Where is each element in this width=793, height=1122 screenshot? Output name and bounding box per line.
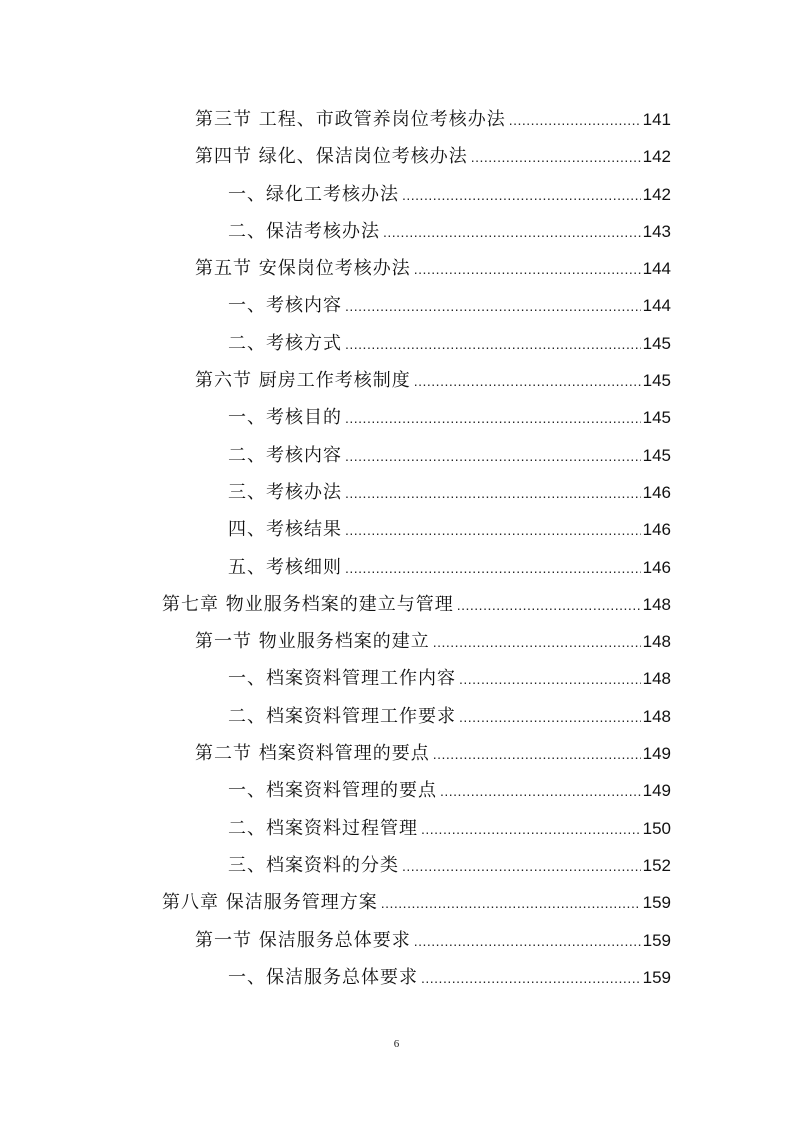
toc-entry[interactable] xyxy=(0,101,793,138)
toc-entry-page: 142 xyxy=(642,184,671,204)
page-number: 6 xyxy=(393,1038,400,1050)
toc-entry[interactable] xyxy=(0,847,793,884)
dot-leader xyxy=(345,438,641,475)
toc-entry-page: 146 xyxy=(642,520,671,540)
toc-entry-title: 一、保洁服务总体要求 xyxy=(228,966,418,988)
toc-entry-title: 二、档案资料过程管理 xyxy=(228,817,418,839)
dot-leader xyxy=(402,848,641,885)
toc-entry[interactable] xyxy=(0,287,793,324)
toc-entry-title: 第六节 厨房工作考核制度 xyxy=(195,370,411,392)
dot-leader xyxy=(440,773,641,810)
dot-leader xyxy=(345,400,641,437)
toc-entry[interactable] xyxy=(0,810,793,847)
toc-entry-title: 二、考核方式 xyxy=(228,332,342,354)
dot-leader xyxy=(457,587,641,624)
toc-entry-title: 一、档案资料管理的要点 xyxy=(228,780,437,802)
toc-entry-title: 三、考核办法 xyxy=(228,481,342,503)
toc-entry-title: 一、考核目的 xyxy=(228,407,342,429)
toc-entry-title: 二、考核内容 xyxy=(228,444,342,466)
toc-entry-page: 148 xyxy=(642,706,671,726)
toc-entry-title: 第八章 保洁服务管理方案 xyxy=(162,892,378,914)
toc-entry[interactable] xyxy=(0,176,793,213)
toc-entry-title: 第二节 档案资料管理的要点 xyxy=(195,743,430,765)
dot-leader xyxy=(433,624,641,661)
toc-entry-title: 第四节 绿化、保洁岗位考核办法 xyxy=(195,146,468,168)
dot-leader xyxy=(414,923,641,960)
toc-entry[interactable] xyxy=(0,660,793,697)
dot-leader xyxy=(459,699,641,736)
toc-entry-page: 159 xyxy=(642,930,671,950)
dot-leader xyxy=(414,251,641,288)
toc-entry[interactable] xyxy=(0,511,793,548)
toc-entry-title: 一、档案资料管理工作内容 xyxy=(228,668,456,690)
toc-entry-page: 145 xyxy=(642,371,671,391)
toc-entry-page: 144 xyxy=(642,259,671,279)
toc-entry-page: 148 xyxy=(642,594,671,614)
dot-leader xyxy=(421,960,641,997)
toc-entry-page: 159 xyxy=(642,967,671,987)
toc-entry-title: 第一节 物业服务档案的建立 xyxy=(195,631,430,653)
toc-entry-page: 148 xyxy=(642,632,671,652)
dot-leader xyxy=(345,475,641,512)
toc-entry[interactable] xyxy=(0,399,793,436)
dot-leader xyxy=(381,885,641,922)
toc-entry-page: 146 xyxy=(642,557,671,577)
toc-entry-page: 143 xyxy=(642,221,671,241)
toc-entry-page: 152 xyxy=(642,855,671,875)
toc-entry-title: 第一节 保洁服务总体要求 xyxy=(195,929,411,951)
toc-entry-title: 第七章 物业服务档案的建立与管理 xyxy=(162,593,454,615)
dot-leader xyxy=(459,661,641,698)
toc-entry-page: 149 xyxy=(642,781,671,801)
toc-entry-page: 145 xyxy=(642,333,671,353)
dot-leader xyxy=(345,550,641,587)
toc-entry-title: 五、考核细则 xyxy=(228,556,342,578)
toc-entry[interactable] xyxy=(0,549,793,586)
dot-leader xyxy=(414,363,641,400)
toc-entry-title: 四、考核结果 xyxy=(228,519,342,541)
dot-leader xyxy=(402,177,641,214)
toc-entry[interactable] xyxy=(0,437,793,474)
dot-leader xyxy=(383,214,641,251)
toc-entry[interactable] xyxy=(0,325,793,362)
toc-entry[interactable] xyxy=(0,138,793,175)
toc-entry-page: 148 xyxy=(642,669,671,689)
toc-entry-page: 149 xyxy=(642,744,671,764)
toc-entry[interactable] xyxy=(0,772,793,809)
toc-entry[interactable] xyxy=(0,922,793,959)
dot-leader xyxy=(345,288,641,325)
dot-leader xyxy=(433,736,641,773)
dot-leader xyxy=(345,512,641,549)
toc-entry[interactable] xyxy=(0,213,793,250)
toc-entry[interactable] xyxy=(0,884,793,921)
toc-entry-page: 145 xyxy=(642,408,671,428)
toc-entry[interactable] xyxy=(0,362,793,399)
dot-leader xyxy=(471,139,641,176)
toc-entry[interactable] xyxy=(0,698,793,735)
toc-entry[interactable] xyxy=(0,586,793,623)
toc-entry-page: 145 xyxy=(642,445,671,465)
toc-entry[interactable] xyxy=(0,250,793,287)
toc-entry-page: 146 xyxy=(642,482,671,502)
toc-entry-page: 144 xyxy=(642,296,671,316)
toc-entry-page: 150 xyxy=(642,818,671,838)
toc-entry-title: 第五节 安保岗位考核办法 xyxy=(195,258,411,280)
toc-entry[interactable] xyxy=(0,735,793,772)
toc-entry-page: 142 xyxy=(642,147,671,167)
dot-leader xyxy=(509,102,641,139)
toc-entry-title: 二、档案资料管理工作要求 xyxy=(228,705,456,727)
toc-entry-title: 三、档案资料的分类 xyxy=(228,854,399,876)
dot-leader xyxy=(421,811,641,848)
toc-entry-title: 一、绿化工考核办法 xyxy=(228,183,399,205)
toc-entry[interactable] xyxy=(0,474,793,511)
table-of-contents xyxy=(0,101,793,996)
toc-entry-page: 159 xyxy=(642,893,671,913)
toc-entry-title: 第三节 工程、市政管养岗位考核办法 xyxy=(195,109,506,130)
dot-leader xyxy=(345,326,641,363)
toc-entry-title: 二、保洁考核办法 xyxy=(228,220,380,242)
toc-entry-page: 141 xyxy=(642,110,671,129)
toc-entry[interactable] xyxy=(0,623,793,660)
toc-entry-title: 一、考核内容 xyxy=(228,295,342,317)
toc-entry[interactable] xyxy=(0,959,793,996)
